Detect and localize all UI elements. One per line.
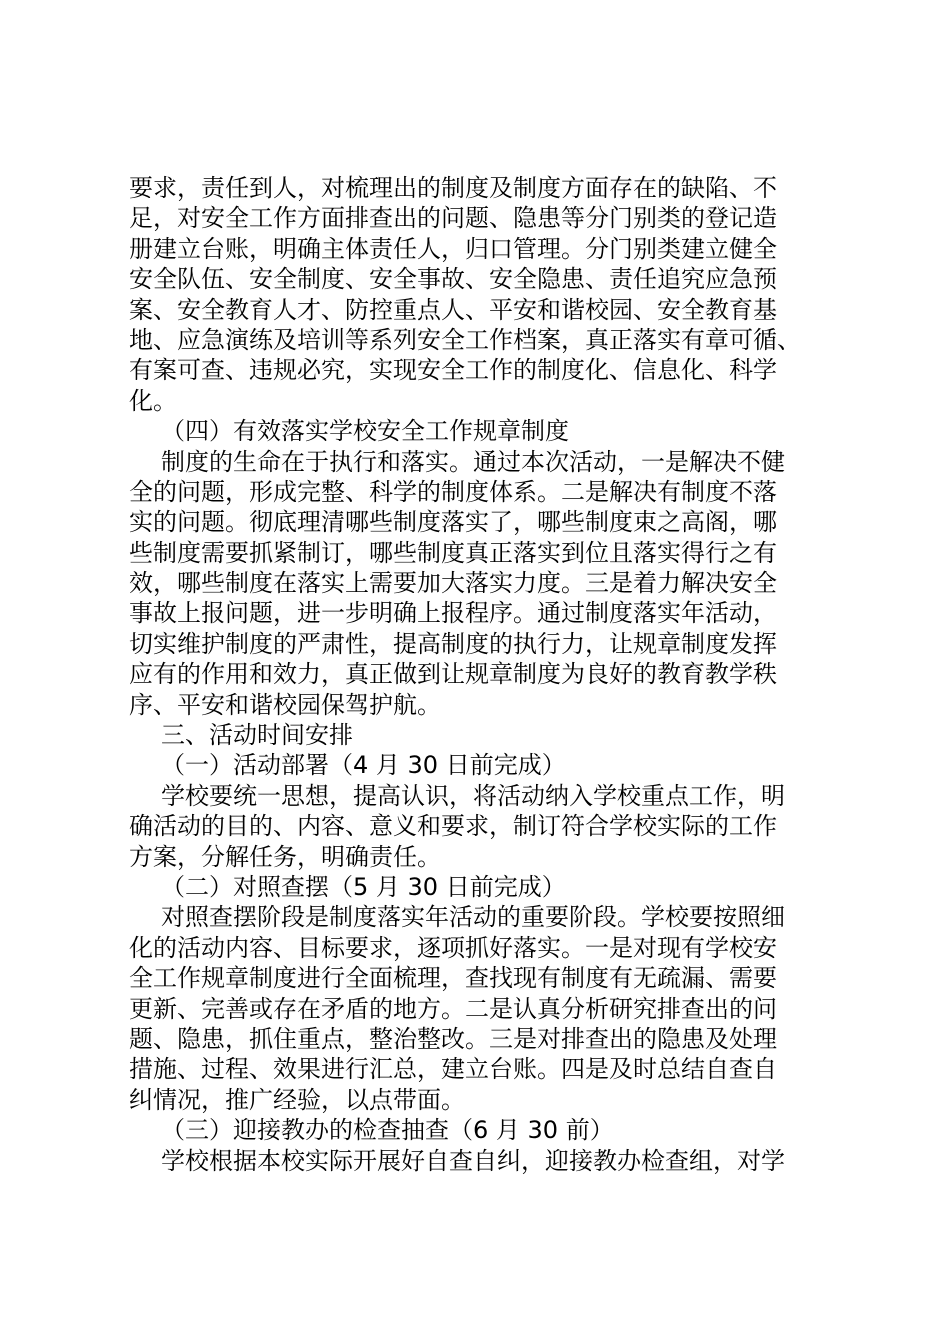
text-line: 案、安全教育人才、防控重点人、平安和谐校园、安全教育基 [129, 295, 777, 324]
text-line: （三）迎接教办的检查抽查（6 月 30 前） [161, 1116, 614, 1145]
text-line: 安全队伍、安全制度、安全事故、安全隐患、责任追究应急预 [129, 265, 777, 294]
text-line: 实的问题。彻底理清哪些制度落实了，哪些制度束之高阁，哪 [129, 508, 777, 537]
text-line: 应有的作用和效力，真正做到让规章制度为良好的教育教学秩 [129, 660, 777, 689]
text-line: 效，哪些制度在落实上需要加大落实力度。三是着力解决安全 [129, 569, 777, 598]
text-line: 措施、过程、效果进行汇总，建立台账。四是及时总结自查自 [129, 1055, 777, 1084]
text-line: 更新、完善或存在矛盾的地方。二是认真分析研究排查出的问 [129, 994, 777, 1023]
text-line: 三、活动时间安排 [161, 721, 353, 750]
text-line: 化的活动内容、目标要求，逐项抓好落实。一是对现有学校安 [129, 933, 777, 962]
text-line: 纠情况，推广经验，以点带面。 [129, 1085, 465, 1114]
text-line: （一）活动部署（4 月 30 日前完成） [161, 751, 566, 780]
text-line: 全工作规章制度进行全面梳理，查找现有制度有无疏漏、需要 [129, 964, 777, 993]
text-line: 化。 [129, 386, 177, 415]
text-line: 全的问题，形成完整、科学的制度体系。二是解决有制度不落 [129, 477, 777, 506]
text-line: 些制度需要抓紧制订，哪些制度真正落实到位且落实得行之有 [129, 538, 777, 567]
text-line: 对照查摆阶段是制度落实年活动的重要阶段。学校要按照细 [161, 903, 785, 932]
text-line: 足，对安全工作方面排查出的问题、隐患等分门别类的登记造 [129, 204, 777, 233]
text-line: （二）对照查摆（5 月 30 日前完成） [161, 872, 566, 901]
text-line: 学校根据本校实际开展好自查自纠，迎接教办检查组，对学 [161, 1146, 785, 1175]
text-line: 要求，责任到人，对梳理出的制度及制度方面存在的缺陷、不 [129, 174, 777, 202]
text-line: 事故上报问题，进一步明确上报程序。通过制度落实年活动， [129, 599, 777, 628]
text-line: 题、隐患，抓住重点，整治整改。三是对排查出的隐患及处理 [129, 1024, 777, 1053]
text-line: 有案可查、违规必究，实现安全工作的制度化、信息化、科学 [129, 356, 777, 385]
text-line: 地、应急演练及培训等系列安全工作档案，真正落实有章可循、 [129, 325, 801, 354]
text-line: （四）有效落实学校安全工作规章制度 [161, 417, 569, 446]
document-body [129, 173, 829, 1176]
text-line: 方案，分解任务，明确责任。 [129, 842, 441, 871]
text-line: 册建立台账，明确主体责任人，归口管理。分门别类建立健全 [129, 234, 777, 263]
text-line: 确活动的目的、内容、意义和要求，制订符合学校实际的工作 [129, 812, 777, 841]
text-line: 序、平安和谐校园保驾护航。 [129, 690, 441, 719]
text-line: 学校要统一思想，提高认识，将活动纳入学校重点工作，明 [161, 781, 785, 810]
text-line: 制度的生命在于执行和落实。通过本次活动，一是解决不健 [161, 447, 785, 476]
text-line: 切实维护制度的严肃性，提高制度的执行力，让规章制度发挥 [129, 629, 777, 658]
